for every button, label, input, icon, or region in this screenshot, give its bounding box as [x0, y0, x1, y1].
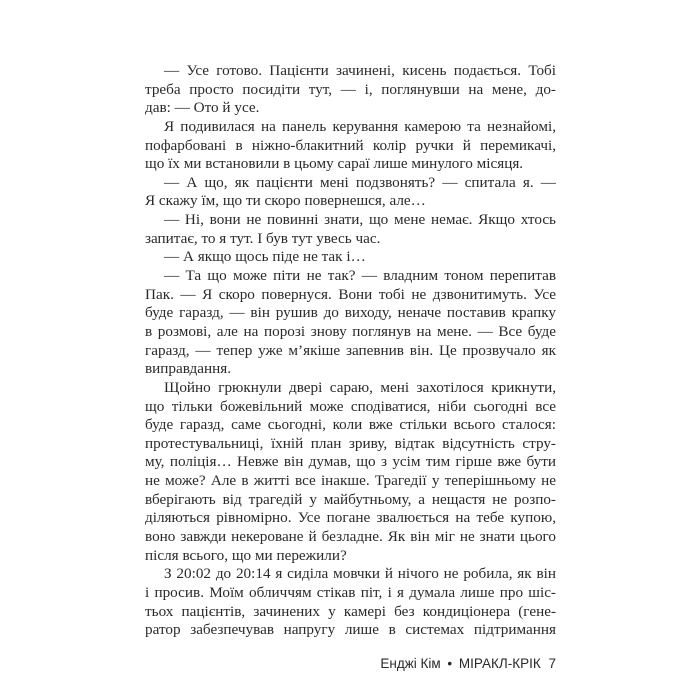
text-line: запитає, то я тут. І був тут увесь час. [145, 229, 381, 247]
text-line: вберігають від трагедій у майбутньому, а нещастя не розпо- [145, 490, 556, 508]
text-line: гаразд, — тепер уже м’якіше запевнив він. Це прозвучало як [145, 341, 556, 359]
text-line: що тільки божевільний може сподіватися, ніби сьогодні все [145, 397, 556, 415]
text-line: дав: — Ото й усе. [145, 99, 260, 117]
text-line: Щойно грюкнули двері сараю, мені захотілося крикнути, [164, 378, 556, 396]
text-line: Я подивилася на панель керування камерою та незнайомі, [164, 117, 556, 135]
text-line: тьох пацієнтів, зачинених у камері без кондиціонера (гене- [145, 602, 556, 620]
text-line: ратор забезпечував напругу лише в системах підтримання [145, 621, 556, 639]
footer-title: МІРАКЛ-КРІК [458, 656, 541, 671]
text-line: пофарбовані в ніжно-блакитний колір ручки й перемикачі, [145, 136, 556, 154]
text-line: — Ні, вони не повинні знати, що мене немає. Якщо хтось [164, 211, 556, 229]
text-line: — А що, як пацієнти мені подзвонять? — спитала я. — [164, 173, 556, 191]
text-line: буде гаразд, саме сьогодні, коли вже стільки всього сталося: [145, 416, 556, 434]
footer-separator: • [447, 656, 453, 671]
text-line: діляються рівномірно. Усе погане звалюється на тебе купою, [145, 509, 556, 527]
text-line: — Усе готово. Пацієнти зачинені, кисень подається. Тобі [164, 62, 556, 79]
text-line: му, поліція… Невже він думав, що з усім тим гірше вже бути [145, 453, 556, 471]
footer-author: Енджі Кім [380, 656, 441, 671]
text-line: Я скажу їм, що ти скоро повернешся, але… [145, 192, 426, 210]
page-number: 7 [548, 656, 556, 671]
text-line: після всього, що ми пережили? [145, 546, 347, 564]
text-line: не може? Але в житті все інакше. Трагедії у теперішньому не [145, 472, 556, 490]
text-line: протестувальниці, їхній план зриву, відтак відсутність стру- [145, 434, 556, 452]
body-text [145, 62, 556, 640]
text-line: виправдання. [145, 360, 232, 378]
text-line: в розмові, але на порозі знову поглянув на мене. — Все буде [145, 322, 556, 340]
text-line: що їх ми встановили в цьому сараї лише минулого місяця. [145, 155, 524, 173]
text-line: треба просто посидіти тут, — і, поглянувши на мене, до- [145, 80, 556, 98]
text-line: і просив. Моїм обличчям стікав піт, і я думала лише про шіс- [145, 583, 556, 601]
running-footer [360, 656, 556, 671]
text-line: — А якщо щось піде не так і… [164, 248, 366, 266]
text-line: — Та що може піти не так? — владним тоном перепитав [164, 267, 556, 285]
text-line: З 20:02 до 20:14 я сиділа мовчки й нічого не робила, як він [164, 565, 556, 583]
text-line: воно завжди некероване й безладне. Як він міг не знати цього [145, 528, 556, 546]
text-line: буде гаразд, — він рушив до виходу, неначе поставив крапку [145, 304, 556, 322]
text-line: Пак. — Я скоро повернуся. Вони тобі не дзвонитимуть. Усе [145, 285, 556, 303]
